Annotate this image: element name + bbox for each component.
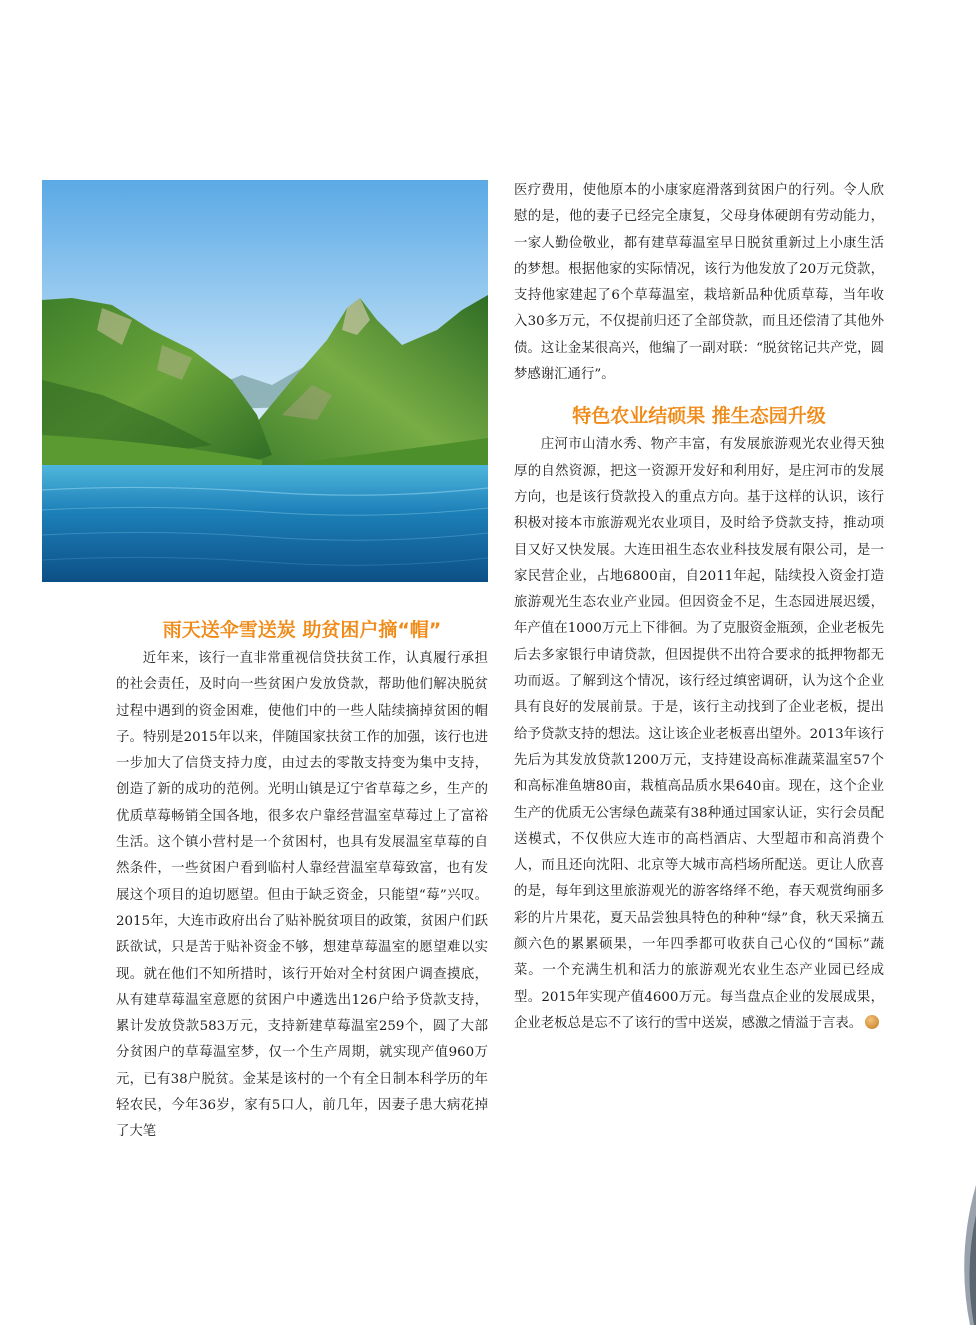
article-end-icon bbox=[865, 1015, 879, 1029]
section-heading-eco-agriculture: 特色农业结硕果 推生态园升级 bbox=[572, 405, 826, 428]
body-paragraph bbox=[514, 432, 884, 1037]
body-paragraph-continued: 医疗费用，使他原本的小康家庭滑落到贫困户的行列。令人欣慰的是，他的妻子已经完全康复，父母身体硬朗有劳动能力，一家人勤俭敬业，都有建草莓温室早日脱贫重新过上小康生活的梦想。根据他家的实际情况，该行为他发放了20万元贷款，支持他家建起了6个草莓温室，栽培新品种优质草莓，当年收入30多万元，不仅提前归还了全部贷款，而且还偿清了其他外债。这让金某很高兴，他编了一副对联：“脱贫铭记共产党，圆梦感谢汇通行”。 bbox=[514, 183, 884, 383]
landscape-photo bbox=[42, 180, 488, 582]
body-paragraph-text: 庄河市山清水秀、物产丰富，有发展旅游观光农业得天独厚的自然资源，把这一资源开发好和利用好，是庄河市的发展方向，也是该行贷款投入的重点方向。基于这样的认识，该行积极对接本市旅游观光农业项目，及时给予贷款支持，推动项目又好又快发展。大连田祖生态农业科技发展有限公司，是一家民营企业，占地6800亩，自2011年起，陆续投入资金打造旅游观光生态农业产业园。但因资金不足，生态园进展迟缓，年产值在1000万元上下徘徊。为了克服资金瓶颈，企业老板先后去多家银行申请贷款，但因提供不出符合要求的抵押物都无功而返。了解到这个情况，该行经过缜密调研，认为这个企业具有良好的发展前景。于是，该行主动找到了企业老板，提出给予贷款支持的想法。这让该企业老板喜出望外。2013年该行先后为其发放贷款1200万元，支持建设高标准蔬菜温室57个和高标准鱼塘80亩，栽植高品质水果640亩。现在，这个企业生产的优质无公害绿色蔬菜有38种通过国家认证，实行会员配送模式，不仅供应大连市的高档酒店、大型超市和高消费个人，而且还向沈阳、北京等大城市高档场所配送。更让人欣喜的是，每年到这里旅游观光的游客络绎不绝，春天观赏绚丽多彩的片片果花，夏天品尝独具特色的种种“绿”食，秋天采摘五颜六色的累累硕果，一年四季都可收获自己心仪的“国标”蔬菜。一个充满生机和活力的旅游观光农业生态产业园已经成型。2015年实现产值4600万元。每当盘点企业的发展成果，企业老板总是忘不了该行的雪中送炭，感激之情溢于言表。 bbox=[514, 437, 884, 1031]
section-heading-poverty-relief: 雨天送伞雪送炭 助贫困户摘“帽” bbox=[162, 619, 442, 641]
right-column bbox=[514, 178, 884, 1037]
page-corner-decoration bbox=[936, 1185, 976, 1325]
body-paragraph: 近年来，该行一直非常重视信贷扶贫工作，认真履行承担的社会责任，及时向一些贫困户发放贷款，帮助他们解决脱贫过程中遇到的资金困难，使他们中的一些人陆续摘掉贫困的帽子。特别是2015年以来，伴随国家扶贫工作的加强，该行也进一步加大了信贷支持力度，由过去的零散支持变为集中支持，创造了新的成功的范例。光明山镇是辽宁省草莓之乡，生产的优质草莓畅销全国各地，很多农户靠经营温室草莓过上了富裕生活。这个镇小营村是一个贫困村，也具有发展温室草莓的自然条件，一些贫困户看到临村人靠经营温室草莓致富，也有发展这个项目的迫切愿望。但由于缺乏资金，只能望“莓”兴叹。2015年，大连市政府出台了贴补脱贫项目的政策，贫困户们跃跃欲试，只是苦于贴补资金不够，想建草莓温室的愿望难以实现。就在他们不知所措时，该行开始对全村贫困户调查摸底，从有建草莓温室意愿的贫困户中遴选出126户给予贷款支持，累计发放贷款583万元，支持新建草莓温室259个，圆了大部分贫困户的草莓温室梦，仅一个生产周期，就实现产值960万元，已有38户脱贫。金某是该村的一个有全日制本科学历的年轻农民，今年36岁，家有5口人，前几年，因妻子患大病花掉了大笔 bbox=[116, 651, 488, 1140]
left-column bbox=[116, 614, 488, 1146]
